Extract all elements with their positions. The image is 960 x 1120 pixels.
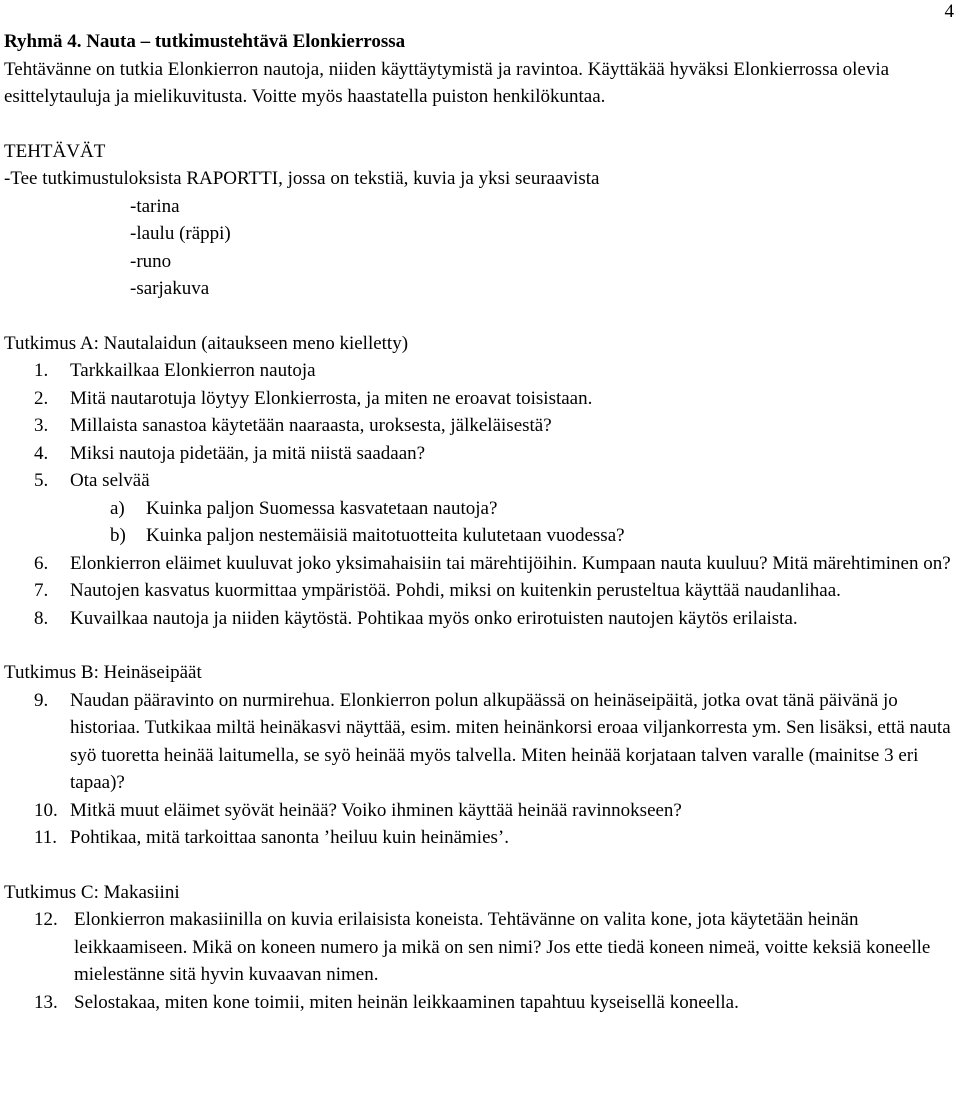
item-text: Tarkkailkaa Elonkierron nautoja: [70, 360, 316, 381]
item-number: 2.: [34, 387, 49, 409]
task-option: -runo: [130, 250, 172, 272]
list-item: [4, 687, 954, 797]
list-item: [4, 550, 954, 578]
item-number: 6.: [34, 552, 49, 574]
item-number: 12.: [34, 909, 58, 930]
task-option: -tarina: [130, 195, 180, 217]
item-text: Miksi nautoja pidetään, ja mitä niistä saadaan?: [70, 442, 426, 464]
list-item: [4, 357, 954, 385]
task-option: -laulu (räppi): [130, 223, 231, 244]
list-item: [4, 824, 954, 852]
item-number: 3.: [34, 415, 49, 436]
list-item: [4, 467, 954, 550]
tasks-heading: TEHTÄVÄT: [4, 140, 106, 162]
list-item: [4, 797, 954, 825]
study-a-list: [4, 357, 954, 632]
study-c-list: [4, 906, 954, 1016]
study-c-section: [4, 879, 954, 1017]
item-text: Elonkierron eläimet kuuluvat joko yksimahaisiin tai märehtijöihin. Kumpaan nauta kuuluu? Mitä märehtiminen on?: [70, 552, 951, 574]
sub-item: [4, 522, 954, 550]
task-option: -sarjakuva: [130, 278, 210, 299]
tasks-instruction: -Tee tutkimustuloksista RAPORTTI, jossa on tekstiä, kuvia ja yksi seuraavista: [4, 168, 600, 189]
item-number: 4.: [34, 442, 49, 464]
item-text: Millaista sanastoa käytetään naaraasta, uroksesta, jälkeläisestä?: [70, 415, 552, 436]
list-item: [4, 906, 954, 989]
sub-item-text: Kuinka paljon nestemäisiä maitotuotteita kulutetaan vuodessa?: [146, 525, 625, 546]
item-text: Naudan pääravinto on nurmirehua. Elonkierron polun alkupäässä on heinäseipäitä, jotka ovat tänä päivänä jo historiaa. Tutkikaa miltä heinäkasvi näyttää, esim. miten heinänkorsi eroaa viljankorresta ym. Sen lisäksi, että nauta syö tuoretta heinää laitumella, se syö heinää myös talvella. Miten heinää korjataan talven varalle (mainitse 3 eri tapaa)?: [70, 689, 951, 793]
item-number: 5.: [34, 470, 49, 491]
document-page: [4, 28, 954, 1016]
sub-item: [4, 495, 954, 523]
list-item: [4, 605, 954, 633]
item-text: Nautojen kasvatus kuormittaa ympäristöä. Pohdi, miksi on kuitenkin perusteltua käyttää naudanlihaa.: [70, 580, 841, 601]
item-number: 8.: [34, 607, 49, 629]
item-text: Mitä nautarotuja löytyy Elonkierrosta, ja miten ne eroavat toisistaan.: [70, 387, 593, 409]
item-text: Pohtikaa, mitä tarkoittaa sanonta ’heiluu kuin heinämies’.: [70, 827, 509, 848]
item-text: Elonkierron makasiinilla on kuvia erilaisista koneista. Tehtävänne on valita kone, jota käytetään heinän leikkaamiseen. Mikä on koneen numero ja mikä on sen nimi? Jos ette tiedä koneen nimeä, voitte keksiä koneelle mielestänne sitä hyvin kuvaavan nimen.: [74, 909, 931, 985]
list-item: [4, 412, 954, 440]
item-text: Kuvailkaa nautoja ja niiden käytöstä. Pohtikaa myös onko erirotuisten nautojen käytös erilaista.: [70, 607, 798, 629]
sub-item-mark: b): [110, 525, 126, 546]
study-a-section: [4, 330, 954, 633]
study-a-heading: Tutkimus A: Nautalaidun (aitaukseen meno kielletty): [4, 332, 409, 354]
item-number: 1.: [34, 360, 49, 381]
sub-item-text: Kuinka paljon Suomessa kasvatetaan nautoja?: [146, 497, 498, 519]
study-b-section: [4, 659, 954, 852]
item-number: 9.: [34, 689, 49, 711]
study-b-heading: Tutkimus B: Heinäseipäät: [4, 662, 202, 683]
item-number: 13.: [34, 991, 58, 1013]
list-item: [4, 989, 954, 1017]
item-number: 11.: [34, 827, 58, 848]
page-number: 4: [944, 1, 954, 22]
sub-item-mark: a): [110, 497, 125, 519]
list-item: [4, 385, 954, 413]
item-text: Selostakaa, miten kone toimii, miten heinän leikkaaminen tapahtuu kyseisellä koneella.: [74, 991, 739, 1013]
page-title: Ryhmä 4. Nauta – tutkimustehtävä Elonkierrossa: [4, 31, 406, 52]
item-text: Ota selvää: [70, 470, 150, 491]
intro-paragraph: Tehtävänne on tutkia Elonkierron nautoja, niiden käyttäytymistä ja ravintoa. Käyttäkää hyväksi Elonkierrossa olevia esittelytauluja ja mielikuvitusta. Voitte myös haastatella puiston henkilökuntaa.: [4, 58, 890, 107]
tasks-section: [4, 138, 954, 303]
item-text: Mitkä muut eläimet syövät heinää? Voiko ihminen käyttää heinää ravinnokseen?: [70, 799, 682, 821]
study-b-list: [4, 687, 954, 852]
study-c-heading: Tutkimus C: Makasiini: [4, 881, 180, 903]
sub-list: [70, 495, 954, 550]
list-item: [4, 440, 954, 468]
list-item: [4, 577, 954, 605]
item-number: 10.: [34, 799, 58, 821]
item-number: 7.: [34, 580, 49, 601]
